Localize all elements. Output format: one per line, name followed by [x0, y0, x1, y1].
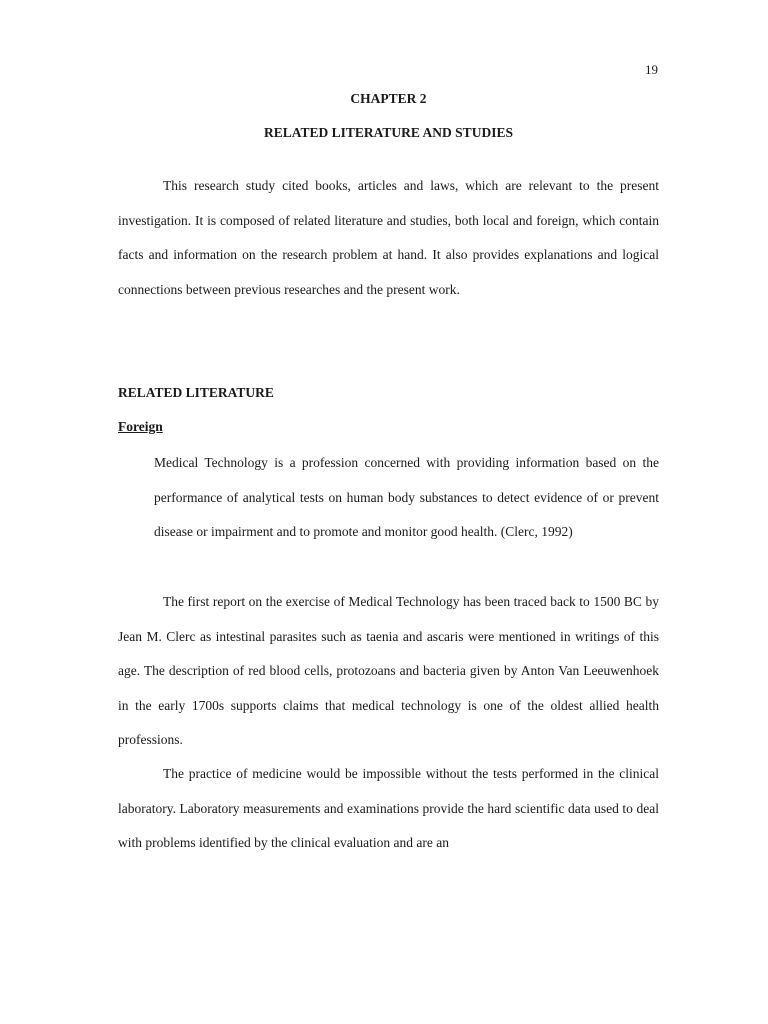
chapter-title: RELATED LITERATURE AND STUDIES	[264, 125, 513, 140]
page-number: 19	[645, 62, 658, 77]
intro-paragraph: This research study cited books, articles and laws, which are relevant to the present investigation. It is composed of related literature and studies, both local and foreign, which contain facts and information on the research problem at hand. It also provides explanations and logical connections between previous researches and the present work.	[118, 178, 659, 297]
chapter-label: CHAPTER 2	[350, 91, 427, 106]
subsection-heading-foreign: Foreign	[118, 419, 163, 434]
body-paragraph: The first report on the exercise of Medical Technology has been traced back to 1500 BC by Jean M. Clerc as intestinal parasites such as taenia and ascaris were mentioned in writings of this age. The description of red blood cells, protozoans and bacteria given by Anton Van Leeuwenhoek in the early 1700s supports claims that medical technology is one of the oldest allied health professions.	[118, 594, 659, 747]
body-paragraph: The practice of medicine would be impossible without the tests performed in the clinical laboratory. Laboratory measurements and examinations provide the hard scientific data used to deal with problems identified by the clinical evaluation and are an	[118, 766, 659, 850]
section-heading-related-literature: RELATED LITERATURE	[118, 385, 274, 400]
quote-paragraph: Medical Technology is a profession concerned with providing information based on the performance of analytical tests on human body substances to detect evidence of or prevent disease or impairment and to promote and monitor good health. (Clerc, 1992)	[154, 455, 659, 539]
